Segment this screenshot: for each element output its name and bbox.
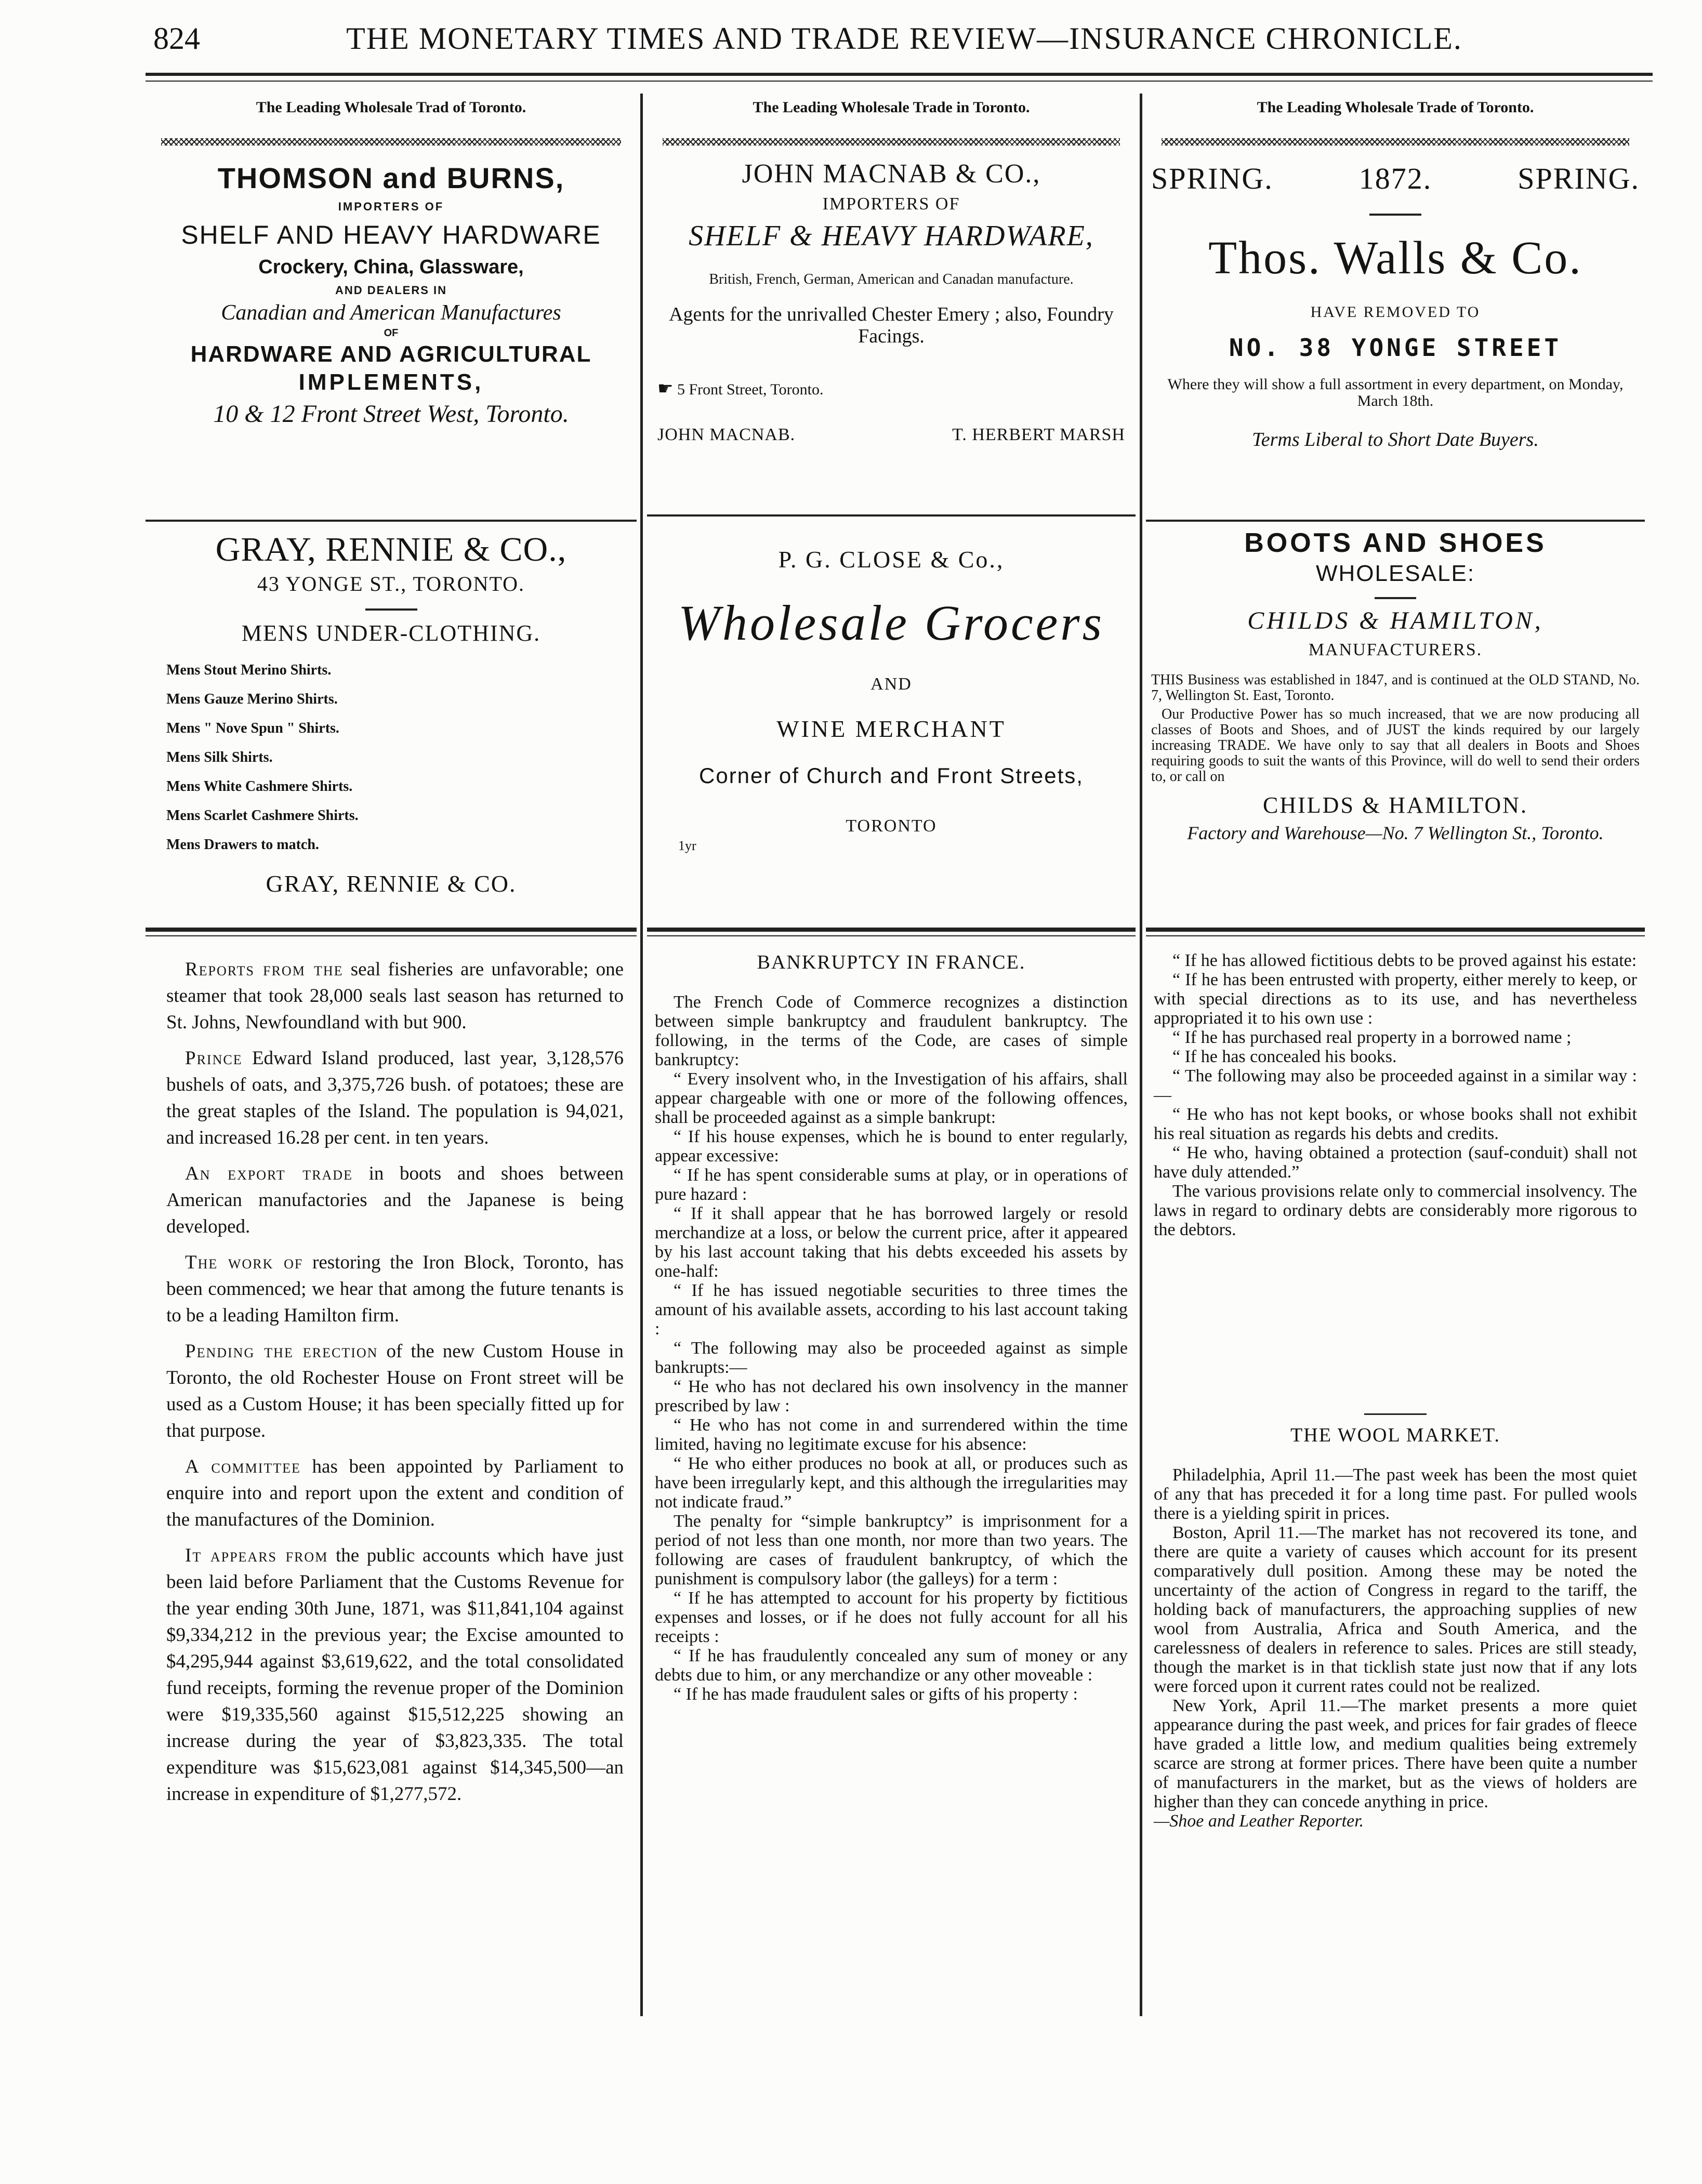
ad-paragraph: Our Productive Power has so much increased, that we are now producing all classes of Boots and Shoes, and of JUST the kinds required by our largely increasing TRADE. We have only to say that all dealers in Boots and Shoes requiring goods to suit the wants of this Province, will do well to send their orders to, or call on (1151, 706, 1640, 785)
ad-title: P. G. CLOSE & Co., (778, 546, 1005, 573)
section-rule-thin (647, 935, 1136, 936)
ad-divider (1146, 520, 1645, 522)
article-paragraph: “ If he has made fraudulent sales or gifts of his property : (674, 1685, 1078, 1704)
news-paragraph: Pending the erection of the new Custom House in Toronto, the old Rochester House on Front street will be used as a Custom House; it has been specially fitted up for that purpose. (166, 1341, 624, 1441)
list-item: Mens " Nove Spun " Shirts. (166, 720, 339, 736)
ad-line: Corner of Church and Front Streets, (699, 763, 1084, 788)
ad-line: Agents for the unrivalled Chester Emery ; also, Foundry Facings. (669, 303, 1114, 347)
ad-paragraph: THIS Business was established in 1847, and is continued at the OLD STAND, No. 7, Wellington St. East, Toronto. (1151, 672, 1640, 704)
article-wool-market (1154, 1424, 1637, 1831)
article-paragraph: “ If he has allowed fictitious debts to be proved against his estate: (1172, 951, 1637, 970)
article-body (655, 992, 1128, 1704)
article-paragraph: The penalty for “simple bankruptcy” is imprisonment for a period of not less than one month, nor more than two years. The following are cases of fraudulent bankruptcy, of which the punishment is compulsory labor (the galleys) for a term : (655, 1512, 1128, 1589)
article-paragraph: “ If it shall appear that he has borrowed largely or resold merchandize at a loss, or below the current price, after it appeared by his last account taking that his debts exceeded his assets by one-half: (655, 1204, 1128, 1281)
ad-line: SHELF AND HEAVY HARDWARE (181, 220, 601, 249)
header-rule (146, 73, 1653, 76)
section-rule-thin (146, 935, 637, 936)
ad-line: AND (870, 674, 912, 694)
article-paragraph: “ If he has been entrusted with property, either merely to keep, or with special directions as to its use, and has nevertheless appropriated it to his own use : (1154, 970, 1637, 1028)
list-item: Mens Silk Shirts. (166, 749, 273, 765)
article-source: —Shoe and Leather Reporter. (1154, 1811, 1364, 1831)
article-body (1154, 1465, 1637, 1831)
article-paragraph: “ If he has concealed his books. (1172, 1047, 1397, 1066)
ad-title: JOHN MACNAB & CO., (742, 159, 1041, 189)
column-rule-2 (1140, 94, 1142, 2016)
ad-address: Factory and Warehouse—No. 7 Wellington St., Toronto. (1187, 823, 1604, 843)
column-3 (1146, 99, 1645, 1831)
article-paragraph: “ He who has not declared his own insolvency in the manner prescribed by law : (655, 1377, 1128, 1415)
news-briefs (166, 956, 624, 1817)
ad-line: WINE MERCHANT (776, 716, 1006, 742)
ad-macnab (647, 158, 1136, 445)
short-rule (1369, 214, 1421, 216)
season-label: SPRING. (1151, 162, 1273, 195)
wavy-rule (1162, 138, 1629, 145)
section-rule (146, 928, 637, 932)
news-paragraph: The work of restoring the Iron Block, Toronto, has been commenced; we hear that among the future tenants is to be a leading Hamilton firm. (166, 1252, 624, 1326)
article-paragraph: “ If his house expenses, which he is bound to enter regularly, appear excessive: (655, 1127, 1128, 1166)
column-banner: The Leading Wholesale Trade in Toronto. (753, 99, 1030, 116)
list-item: Mens White Cashmere Shirts. (166, 778, 353, 795)
ad-footer: CHILDS & HAMILTON. (1263, 792, 1528, 818)
article-paragraph: “ If he has spent considerable sums at play, or in operations of pure hazard : (655, 1166, 1128, 1204)
article-title: BANKRUPTCY IN FRANCE. (757, 951, 1026, 973)
list-item: Mens Gauze Merino Shirts. (166, 691, 338, 707)
article-bankruptcy-cont (1154, 951, 1637, 1239)
ad-address: 10 & 12 Front Street West, Toronto. (213, 400, 569, 428)
short-rule (365, 608, 417, 611)
ad-walls (1146, 161, 1645, 451)
ad-line: Canadian and American Manufactures (221, 301, 561, 325)
ad-heading: BOOTS AND SHOES (1244, 528, 1547, 558)
season-year: 1872. (1358, 162, 1432, 195)
page-number: 824 (153, 21, 200, 56)
season-label: SPRING. (1518, 162, 1640, 195)
article-title: THE WOOL MARKET. (1290, 1424, 1500, 1446)
ad-footer: GRAY, RENNIE & CO. (266, 870, 517, 897)
section-rule (647, 928, 1136, 932)
ad-partners (657, 425, 1125, 445)
wavy-rule (663, 138, 1120, 145)
news-paragraph: Prince Edward Island produced, last year, 3,128,576 bushels of oats, and 3,375,726 bush. of potatoes; these are the great staples of the Island. The population is 94,021, and increased 16.28 per cent. in ten years. (166, 1048, 624, 1148)
ad-address: 43 YONGE ST., TORONTO. (257, 572, 525, 595)
ad-title: CHILDS & HAMILTON, (1247, 607, 1543, 634)
header-rule-thin (146, 81, 1653, 82)
ad-line: British, French, German, American and Canadan manufacture. (709, 271, 1074, 287)
ad-line: IMPORTERS OF (338, 200, 444, 213)
ad-street: NO. 38 YONGE STREET (1229, 334, 1562, 362)
ad-headline: Wholesale Grocers (678, 595, 1104, 651)
ad-subheading: WHOLESALE: (1315, 561, 1475, 586)
ad-line: AND DEALERS IN (335, 284, 447, 297)
column-banner: The Leading Wholesale Trad of Toronto. (256, 99, 526, 116)
article-divider (1364, 1413, 1427, 1415)
ad-childs-hamilton (1146, 527, 1645, 843)
section-rule (1146, 928, 1645, 932)
ad-line: HARDWARE AND AGRICULTURAL (190, 341, 592, 367)
news-paragraph: It appears from the public accounts which have just been laid before Parliament that the Customs Revenue for the year ending 30th June, 1871, was $11,841,104 against $9,334,212 in the previous year; the Excise amounted to $4,295,944 against $3,619,622, and the total consolidated fund receipts, forming the revenue proper of the Dominion were $19,335,560 against $15,512,225 showing an increase during the year of $3,823,335. The total expenditure was $15,623,081 against $14,345,500—an increase in expenditure of $1,277,572. (166, 1545, 624, 1805)
partner-name: T. HERBERT MARSH (952, 425, 1125, 444)
article-paragraph: The various provisions relate only to commercial insolvency. The laws in regard to ordinary debts are considerably more rigorous to the debtors. (1154, 1182, 1637, 1239)
news-paragraph: An export trade in boots and shoes between American manufactories and the Japanese is being developed. (166, 1163, 624, 1237)
ad-line: OF (384, 327, 399, 339)
article-paragraph: “ Every insolvent who, in the Investigation of his affairs, shall appear chargeable with one or more of the following offences, shall be proceeded against as a simple bankrupt: (655, 1069, 1128, 1127)
article-paragraph: The French Code of Commerce recognizes a distinction between simple bankruptcy and fraudulent bankruptcy. The following, in the terms of the Code, are cases of simple bankruptcy: (655, 992, 1128, 1069)
article-paragraph: “ If he has purchased real property in a borrowed name ; (1172, 1028, 1572, 1047)
article-paragraph: Philadelphia, April 11.—The past week has been the most quiet of any that has preceded it for a long time past. For pulled wools there is a yielding spirit in prices. (1154, 1465, 1637, 1523)
ad-thomson-burns (146, 161, 637, 428)
ad-line: IMPORTERS OF (822, 194, 960, 214)
article-paragraph: “ He who has not come in and surrendered within the time limited, having no legitimate excuse for his absence: (655, 1415, 1128, 1454)
clothing-list (166, 656, 637, 859)
article-paragraph: “ He who, having obtained a protection (sauf-conduit) shall not have duly attended.” (1154, 1143, 1637, 1182)
ad-close (647, 546, 1136, 854)
list-item: Mens Stout Merino Shirts. (166, 662, 332, 678)
column-1 (146, 99, 637, 1805)
article-paragraph: Boston, April 11.—The market has not recovered its tone, and there are quite a variety of causes which account for its present comparatively dull position. Among these may be noted the uncertainty of the action of Congress in regard to the tariff, the holding back of manufacturers, the approaching supplies of new wool from Australia, Africa and South America, and the carelessness of dealers in reference to sales. Prices are still steady, though the market is in that ticklish state just now that if any lots were forced upon it current rates could not be realized. (1154, 1523, 1637, 1696)
ad-title: GRAY, RENNIE & CO., (215, 531, 567, 568)
ad-heading: MENS UNDER-CLOTHING. (241, 620, 541, 646)
partner-name: JOHN MACNAB. (657, 425, 796, 444)
ad-line: HAVE REMOVED TO (1310, 303, 1481, 321)
ad-divider (647, 514, 1136, 517)
column-rule-1 (640, 94, 643, 2016)
ad-address: ☛ 5 Front Street, Toronto. (657, 379, 824, 399)
ad-title: Thos. Walls & Co. (1208, 232, 1582, 284)
season-line (1146, 161, 1645, 196)
ad-line: IMPLEMENTS, (298, 369, 484, 395)
ad-city: TORONTO (846, 816, 937, 836)
ad-gray-rennie (146, 530, 637, 897)
ad-line: Where they will show a full assortment in every department, on Monday, March 18th. (1167, 376, 1624, 409)
ad-title: THOMSON and BURNS, (217, 162, 565, 194)
article-paragraph: “ He who has not kept books, or whose books shall not exhibit his real situation as regards his debts and credits. (1154, 1105, 1637, 1143)
ad-line: Crockery, China, Glassware, (258, 256, 524, 278)
article-paragraph: New York, April 11.—The market presents a more quiet appearance during the past week, and prices for fair grades of fleece have graded a little low, and medium qualities being extremely scarce are strong at former prices. There have been quite a number of manufacturers in the market, but as the views of holders are higher than they can concede anything in price. (1154, 1696, 1637, 1811)
page-title: THE MONETARY TIMES AND TRADE REVIEW—INSURANCE CHRONICLE. (346, 21, 1462, 56)
article-paragraph: “ If he has attempted to account for his property by fictitious expenses and losses, or if he does not fully account for all his receipts : (655, 1589, 1128, 1646)
ad-terms: Terms Liberal to Short Date Buyers. (1252, 429, 1539, 451)
wavy-rule (161, 138, 621, 145)
ad-code: 1yr (678, 838, 696, 853)
news-paragraph: Reports from the seal fisheries are unfavorable; one steamer that took 28,000 seals last season has returned to St. Johns, Newfoundland with but 900. (166, 959, 624, 1033)
ad-divider (146, 520, 637, 522)
article-paragraph: “ If he has fraudulently concealed any sum of money or any debts due to him, or any merchandize or any other moveable : (655, 1646, 1128, 1685)
ad-line: MANUFACTURERS. (1308, 640, 1483, 659)
column-2 (647, 99, 1136, 1704)
list-item: Mens Scarlet Cashmere Shirts. (166, 808, 359, 824)
news-paragraph: A committee has been appointed by Parliament to enquire into and report upon the extent and condition of the manufactures of the Dominion. (166, 1456, 624, 1530)
article-paragraph: “ He who either produces no book at all, or produces such as have been irregularly kept, and this although the irregularities may not indicate fraud.” (655, 1454, 1128, 1512)
article-bankruptcy (655, 951, 1128, 1704)
ad-line: SHELF & HEAVY HARDWARE, (689, 220, 1094, 252)
list-item: Mens Drawers to match. (166, 837, 319, 853)
article-paragraph: “ The following may also be proceeded against as simple bankrupts:— (655, 1339, 1128, 1377)
article-paragraph: “ The following may also be proceeded against in a similar way :— (1154, 1066, 1637, 1105)
section-rule-thin (1146, 935, 1645, 936)
short-rule (1375, 597, 1416, 599)
column-banner: The Leading Wholesale Trade of Toronto. (1257, 99, 1534, 116)
article-paragraph: “ If he has issued negotiable securities to three times the amount of his available assets, according to his last account taking : (655, 1281, 1128, 1339)
pointing-hand-icon: ☛ (657, 379, 674, 399)
